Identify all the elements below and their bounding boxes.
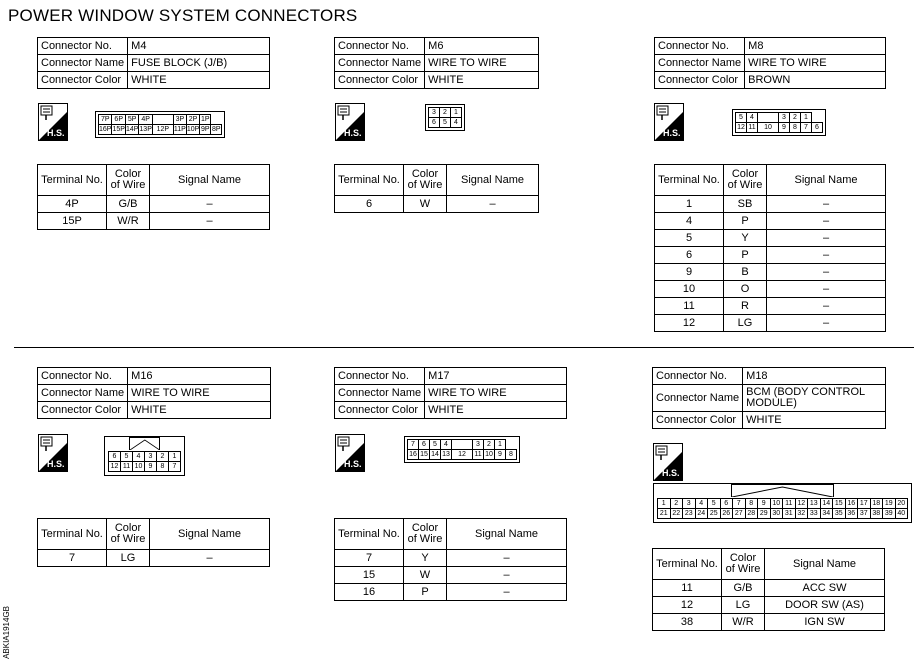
- pin-cell: 4: [451, 118, 462, 128]
- connector-face-diagram: [653, 483, 912, 523]
- pin-cell: 12: [452, 450, 473, 460]
- signal-name-cell: –: [767, 230, 886, 247]
- pin-cell: 5: [121, 452, 133, 462]
- pin-cell: 20: [895, 499, 908, 509]
- pin-cell: 16P: [99, 126, 112, 133]
- pin-blank-slot: [452, 440, 473, 450]
- pin-cell: 6: [429, 118, 440, 128]
- harness-side-icon: [653, 443, 683, 481]
- signal-name-cell: –: [767, 264, 886, 281]
- pin-cell: 1P: [201, 116, 210, 123]
- connector-face-diagram: [95, 111, 225, 138]
- pin-cell: 15: [833, 499, 846, 509]
- wire-color-header: Color of Wire: [404, 519, 447, 550]
- signal-name-cell: ACC SW: [765, 580, 885, 597]
- pin-cell: 9: [779, 123, 790, 133]
- pin-cell: 7: [169, 462, 181, 472]
- wire-color-cell: O: [724, 281, 767, 298]
- signal-name-cell: DOOR SW (AS): [765, 597, 885, 614]
- connector-name-label: Connector Name: [653, 385, 743, 412]
- pin-cell: 8P: [212, 126, 221, 133]
- pin-cell: 1: [801, 113, 812, 123]
- pin-cell: 39: [883, 509, 896, 519]
- harness-side-icon: [38, 434, 68, 472]
- connector-no-value: M8: [745, 38, 886, 55]
- pin-cell: 15: [420, 451, 428, 458]
- terminal-no-cell: 6: [655, 247, 724, 264]
- pin-cell: 6: [419, 440, 430, 450]
- terminal-no-header: Terminal No.: [38, 519, 107, 550]
- pin-cell: 35: [833, 509, 846, 519]
- wire-color-cell: R: [724, 298, 767, 315]
- pin-cell: 10: [770, 499, 783, 509]
- connector-no-row: [335, 368, 567, 385]
- pin-cell: 6: [109, 452, 121, 462]
- pin-cell: 38: [870, 509, 883, 519]
- section-divider: [14, 347, 914, 348]
- pin-cell: 10: [758, 123, 779, 133]
- pin-cell: 5: [736, 113, 747, 123]
- svg-text:H.S.: H.S.: [663, 128, 681, 138]
- pin-cell: 14: [431, 451, 439, 458]
- svg-text:H.S.: H.S.: [344, 128, 362, 138]
- pin-cell: 8: [157, 462, 169, 472]
- pin-cell: 22: [670, 509, 683, 519]
- connector-no-value: M18: [743, 368, 886, 385]
- terminal-row: [655, 281, 886, 298]
- pin-cell: 4P: [139, 115, 152, 125]
- wire-color-header: Color of Wire: [107, 165, 150, 196]
- terminal-table-header: [335, 519, 567, 550]
- figure-code: ABKIA1914GB: [2, 606, 11, 659]
- pin-grid: [657, 498, 908, 519]
- connector-color-value: WHITE: [128, 402, 271, 419]
- pin-cell: 12: [737, 124, 745, 131]
- pin-cell: 3: [473, 440, 484, 450]
- terminal-no-cell: 4: [655, 213, 724, 230]
- wire-color-header: Color of Wire: [107, 519, 150, 550]
- signal-name-cell: –: [767, 213, 886, 230]
- wire-color-cell: G/B: [722, 580, 765, 597]
- terminal-table-header: [655, 165, 886, 196]
- terminal-no-cell: 16: [335, 584, 404, 601]
- connector-name-value: FUSE BLOCK (J/B): [128, 55, 270, 72]
- signal-name-header: Signal Name: [765, 549, 885, 580]
- connector-name-label: Connector Name: [38, 385, 128, 402]
- terminal-no-cell: 6: [335, 196, 404, 213]
- terminal-table: [652, 548, 885, 631]
- connector-no-label: Connector No.: [653, 368, 743, 385]
- terminal-no-header: Terminal No.: [653, 549, 722, 580]
- pin-cell: 18: [870, 499, 883, 509]
- terminal-row: [653, 614, 885, 631]
- connector-no-value: M6: [425, 38, 539, 55]
- connector-color-row: [335, 402, 567, 419]
- pin-cell: 2: [440, 108, 451, 118]
- terminal-row: [335, 550, 567, 567]
- connector-info-table: [334, 367, 567, 419]
- wire-color-cell: P: [404, 584, 447, 601]
- pin-cell: 5P: [125, 115, 138, 125]
- connector-no-row: [655, 38, 886, 55]
- pin-cell: 13: [808, 499, 821, 509]
- connector-face-diagram: [425, 104, 465, 131]
- pin-grid: [735, 112, 823, 133]
- pin-cell: 2P: [186, 115, 199, 125]
- pin-cell: 34: [820, 509, 833, 519]
- terminal-no-cell: 9: [655, 264, 724, 281]
- pin-cell: 8: [790, 123, 801, 133]
- connector-info-table: [654, 37, 886, 89]
- terminal-table: [334, 518, 567, 601]
- svg-text:H.S.: H.S.: [344, 459, 362, 469]
- signal-name-header: Signal Name: [150, 519, 270, 550]
- pin-cell: 1: [495, 440, 506, 450]
- signal-name-cell: –: [150, 213, 270, 230]
- pin-cell: 29: [758, 509, 771, 519]
- pin-cell: 1: [451, 108, 462, 118]
- terminal-no-cell: 12: [655, 315, 724, 332]
- signal-name-cell: –: [150, 550, 270, 567]
- terminal-row: [655, 264, 886, 281]
- connector-info-table: [334, 37, 539, 89]
- connector-color-label: Connector Color: [655, 72, 745, 89]
- pin-cell: 11: [783, 499, 796, 509]
- pin-cell: 4: [441, 440, 452, 450]
- pin-cell: 12: [795, 499, 808, 509]
- pin-cell: 24: [695, 509, 708, 519]
- connector-name-row: [653, 385, 886, 412]
- svg-text:H.S.: H.S.: [47, 459, 65, 469]
- terminal-row: [655, 247, 886, 264]
- pin-cell: 8: [506, 450, 517, 460]
- pin-cell: 11: [121, 462, 133, 472]
- connector-color-label: Connector Color: [38, 72, 128, 89]
- pin-cell: 26: [720, 509, 733, 519]
- pin-cell: 6: [720, 499, 733, 509]
- pin-cell: 2: [790, 113, 801, 123]
- page-title: POWER WINDOW SYSTEM CONNECTORS: [8, 6, 358, 25]
- connector-name-row: [335, 385, 567, 402]
- pin-cell: 12P: [152, 125, 173, 135]
- pin-cell: 2: [670, 499, 683, 509]
- connector-name-row: [655, 55, 886, 72]
- signal-name-header: Signal Name: [150, 165, 270, 196]
- terminal-no-cell: 10: [655, 281, 724, 298]
- connector-latch: [731, 484, 834, 497]
- pin-cell: 5: [440, 118, 451, 128]
- pin-cell: 2: [157, 452, 169, 462]
- wire-color-header: Color of Wire: [404, 165, 447, 196]
- pin-cell: 7P: [99, 115, 112, 125]
- pin-blank-slot: [152, 115, 173, 125]
- pin-cell: 15P: [112, 126, 125, 133]
- signal-name-cell: –: [767, 281, 886, 298]
- pin-cell: 10: [133, 462, 145, 472]
- pin-cell: 3: [683, 499, 696, 509]
- connector-name-label: Connector Name: [38, 55, 128, 72]
- pin-cell: 27: [733, 509, 746, 519]
- signal-name-cell: –: [150, 196, 270, 213]
- pin-cell: 10: [485, 451, 493, 458]
- terminal-table: [37, 518, 270, 567]
- connector-color-value: WHITE: [425, 402, 567, 419]
- terminal-row: [653, 597, 885, 614]
- harness-side-icon: [38, 103, 68, 141]
- pin-cell: 7: [801, 123, 812, 133]
- connector-no-label: Connector No.: [655, 38, 745, 55]
- terminal-no-cell: 12: [653, 597, 722, 614]
- terminal-no-header: Terminal No.: [335, 519, 404, 550]
- terminal-table-header: [653, 549, 885, 580]
- pin-cell: 3: [779, 113, 790, 123]
- pin-cell: 3: [429, 108, 440, 118]
- signal-name-cell: –: [447, 584, 567, 601]
- terminal-row: [335, 196, 539, 213]
- terminal-no-header: Terminal No.: [38, 165, 107, 196]
- pin-blank-slot: [758, 113, 779, 123]
- pin-cell: 14: [820, 499, 833, 509]
- connector-name-row: [38, 55, 270, 72]
- pin-cell: 12: [109, 462, 121, 472]
- signal-name-header: Signal Name: [767, 165, 886, 196]
- pin-cell: 30: [770, 509, 783, 519]
- terminal-no-cell: 11: [653, 580, 722, 597]
- svg-text:H.S.: H.S.: [47, 128, 65, 138]
- pin-cell: 17: [858, 499, 871, 509]
- connector-color-row: [655, 72, 886, 89]
- connector-no-label: Connector No.: [335, 368, 425, 385]
- terminal-no-cell: 4P: [38, 196, 107, 213]
- wire-color-cell: LG: [107, 550, 150, 567]
- connector-no-value: M16: [128, 368, 271, 385]
- connector-name-label: Connector Name: [655, 55, 745, 72]
- wire-color-header: Color of Wire: [722, 549, 765, 580]
- terminal-table-header: [38, 165, 270, 196]
- wire-color-cell: Y: [724, 230, 767, 247]
- connector-name-value: WIRE TO WIRE: [425, 55, 539, 72]
- pin-cell: 6P: [112, 115, 125, 125]
- pin-cell: 16: [409, 451, 417, 458]
- signal-name-cell: –: [767, 247, 886, 264]
- connector-no-row: [653, 368, 886, 385]
- signal-name-cell: –: [767, 315, 886, 332]
- wire-color-cell: B: [724, 264, 767, 281]
- wire-color-cell: G/B: [107, 196, 150, 213]
- pin-cell: 6: [812, 123, 823, 133]
- connector-color-label: Connector Color: [335, 72, 425, 89]
- pin-cell: 9: [495, 450, 506, 460]
- terminal-row: [655, 315, 886, 332]
- connector-face-diagram: [404, 436, 520, 463]
- connector-no-value: M17: [425, 368, 567, 385]
- terminal-no-cell: 15: [335, 567, 404, 584]
- wire-color-cell: W: [404, 567, 447, 584]
- pin-cell: 28: [745, 509, 758, 519]
- terminal-row: [655, 213, 886, 230]
- connector-no-row: [335, 38, 539, 55]
- pin-cell: 32: [795, 509, 808, 519]
- terminal-no-cell: 15P: [38, 213, 107, 230]
- pin-grid: [428, 107, 462, 128]
- signal-name-cell: –: [447, 567, 567, 584]
- terminal-row: [655, 230, 886, 247]
- signal-name-cell: –: [767, 298, 886, 315]
- wire-color-cell: LG: [724, 315, 767, 332]
- pin-cell: 7: [733, 499, 746, 509]
- pin-cell: 23: [683, 509, 696, 519]
- signal-name-header: Signal Name: [447, 165, 539, 196]
- terminal-no-cell: 38: [653, 614, 722, 631]
- connector-color-value: WHITE: [128, 72, 270, 89]
- connector-color-row: [335, 72, 539, 89]
- terminal-row: [653, 580, 885, 597]
- pin-cell: 1: [169, 452, 181, 462]
- connector-latch: [129, 437, 161, 450]
- terminal-no-cell: 5: [655, 230, 724, 247]
- wire-color-cell: W: [404, 196, 447, 213]
- connector-name-label: Connector Name: [335, 385, 425, 402]
- wire-color-cell: P: [724, 247, 767, 264]
- terminal-no-cell: 1: [655, 196, 724, 213]
- pin-cell: 8: [745, 499, 758, 509]
- connector-no-label: Connector No.: [38, 38, 128, 55]
- pin-cell: 3: [145, 452, 157, 462]
- pin-cell: 5: [430, 440, 441, 450]
- connector-color-label: Connector Color: [653, 412, 743, 429]
- connector-color-row: [653, 412, 886, 429]
- connector-color-row: [38, 72, 270, 89]
- connector-face-diagram: [732, 109, 826, 136]
- connector-color-value: BROWN: [745, 72, 886, 89]
- pin-cell: 36: [845, 509, 858, 519]
- connector-info-table: [652, 367, 886, 429]
- wire-color-cell: P: [724, 213, 767, 230]
- wire-color-cell: Y: [404, 550, 447, 567]
- pin-cell: 4: [695, 499, 708, 509]
- pin-cell: 10P: [186, 126, 200, 133]
- connector-color-label: Connector Color: [335, 402, 425, 419]
- terminal-table: [37, 164, 270, 230]
- connector-color-value: WHITE: [425, 72, 539, 89]
- pin-cell: 25: [708, 509, 721, 519]
- pin-cell: 4: [133, 452, 145, 462]
- terminal-no-cell: 11: [655, 298, 724, 315]
- pin-cell: 11P: [173, 126, 186, 133]
- pin-cell: 13P: [139, 126, 152, 133]
- harness-side-icon: [335, 103, 365, 141]
- pin-grid: [98, 114, 222, 135]
- pin-cell: 11: [474, 451, 482, 458]
- pin-cell: 13: [442, 451, 450, 458]
- terminal-row: [38, 213, 270, 230]
- signal-name-header: Signal Name: [447, 519, 567, 550]
- pin-cell: 21: [658, 509, 671, 519]
- pin-cell: 3P: [173, 115, 186, 125]
- signal-name-cell: –: [447, 550, 567, 567]
- connector-name-value: WIRE TO WIRE: [425, 385, 567, 402]
- connector-name-label: Connector Name: [335, 55, 425, 72]
- terminal-table: [334, 164, 539, 213]
- pin-cell: 14P: [125, 126, 139, 133]
- pin-cell: 16: [845, 499, 858, 509]
- signal-name-cell: –: [767, 196, 886, 213]
- pin-cell: 31: [783, 509, 796, 519]
- terminal-row: [335, 567, 567, 584]
- pin-cell: 19: [883, 499, 896, 509]
- harness-side-icon: [335, 434, 365, 472]
- signal-name-cell: –: [447, 196, 539, 213]
- connector-no-row: [38, 38, 270, 55]
- connector-info-table: [37, 367, 271, 419]
- pin-cell: 5: [708, 499, 721, 509]
- connector-no-label: Connector No.: [335, 38, 425, 55]
- connector-color-label: Connector Color: [38, 402, 128, 419]
- connector-color-value: WHITE: [743, 412, 886, 429]
- pin-cell: 9: [145, 462, 157, 472]
- pin-cell: 40: [895, 509, 908, 519]
- pin-cell: 9: [758, 499, 771, 509]
- pin-grid: [108, 451, 181, 472]
- terminal-no-header: Terminal No.: [335, 165, 404, 196]
- pin-cell: 1: [658, 499, 671, 509]
- wire-color-cell: SB: [724, 196, 767, 213]
- terminal-no-cell: 7: [335, 550, 404, 567]
- pin-cell: 11: [748, 124, 756, 131]
- terminal-row: [335, 584, 567, 601]
- pin-cell: 33: [808, 509, 821, 519]
- terminal-table: [654, 164, 886, 332]
- connector-name-value: WIRE TO WIRE: [745, 55, 886, 72]
- signal-name-cell: IGN SW: [765, 614, 885, 631]
- pin-cell: 2: [484, 440, 495, 450]
- connector-info-table: [37, 37, 270, 89]
- pin-cell: 7: [408, 440, 419, 450]
- pin-cell: 9P: [201, 126, 210, 133]
- terminal-table-header: [38, 519, 270, 550]
- terminal-row: [38, 550, 270, 567]
- harness-side-icon: [654, 103, 684, 141]
- pin-cell: 4: [747, 113, 758, 123]
- pin-cell: 37: [858, 509, 871, 519]
- terminal-row: [655, 196, 886, 213]
- connector-name-row: [335, 55, 539, 72]
- wire-color-cell: W/R: [107, 213, 150, 230]
- terminal-row: [655, 298, 886, 315]
- wire-color-header: Color of Wire: [724, 165, 767, 196]
- connector-no-row: [38, 368, 271, 385]
- connector-name-row: [38, 385, 271, 402]
- connector-name-value: WIRE TO WIRE: [128, 385, 271, 402]
- terminal-row: [38, 196, 270, 213]
- connector-face-diagram: [104, 436, 185, 476]
- terminal-no-header: Terminal No.: [655, 165, 724, 196]
- terminal-table-header: [335, 165, 539, 196]
- pin-grid: [407, 439, 517, 460]
- connector-name-value: BCM (BODY CONTROL MODULE): [743, 385, 886, 412]
- connector-no-label: Connector No.: [38, 368, 128, 385]
- connector-no-value: M4: [128, 38, 270, 55]
- connector-color-row: [38, 402, 271, 419]
- wire-color-cell: LG: [722, 597, 765, 614]
- terminal-no-cell: 7: [38, 550, 107, 567]
- svg-text:H.S.: H.S.: [662, 468, 680, 478]
- wire-color-cell: W/R: [722, 614, 765, 631]
